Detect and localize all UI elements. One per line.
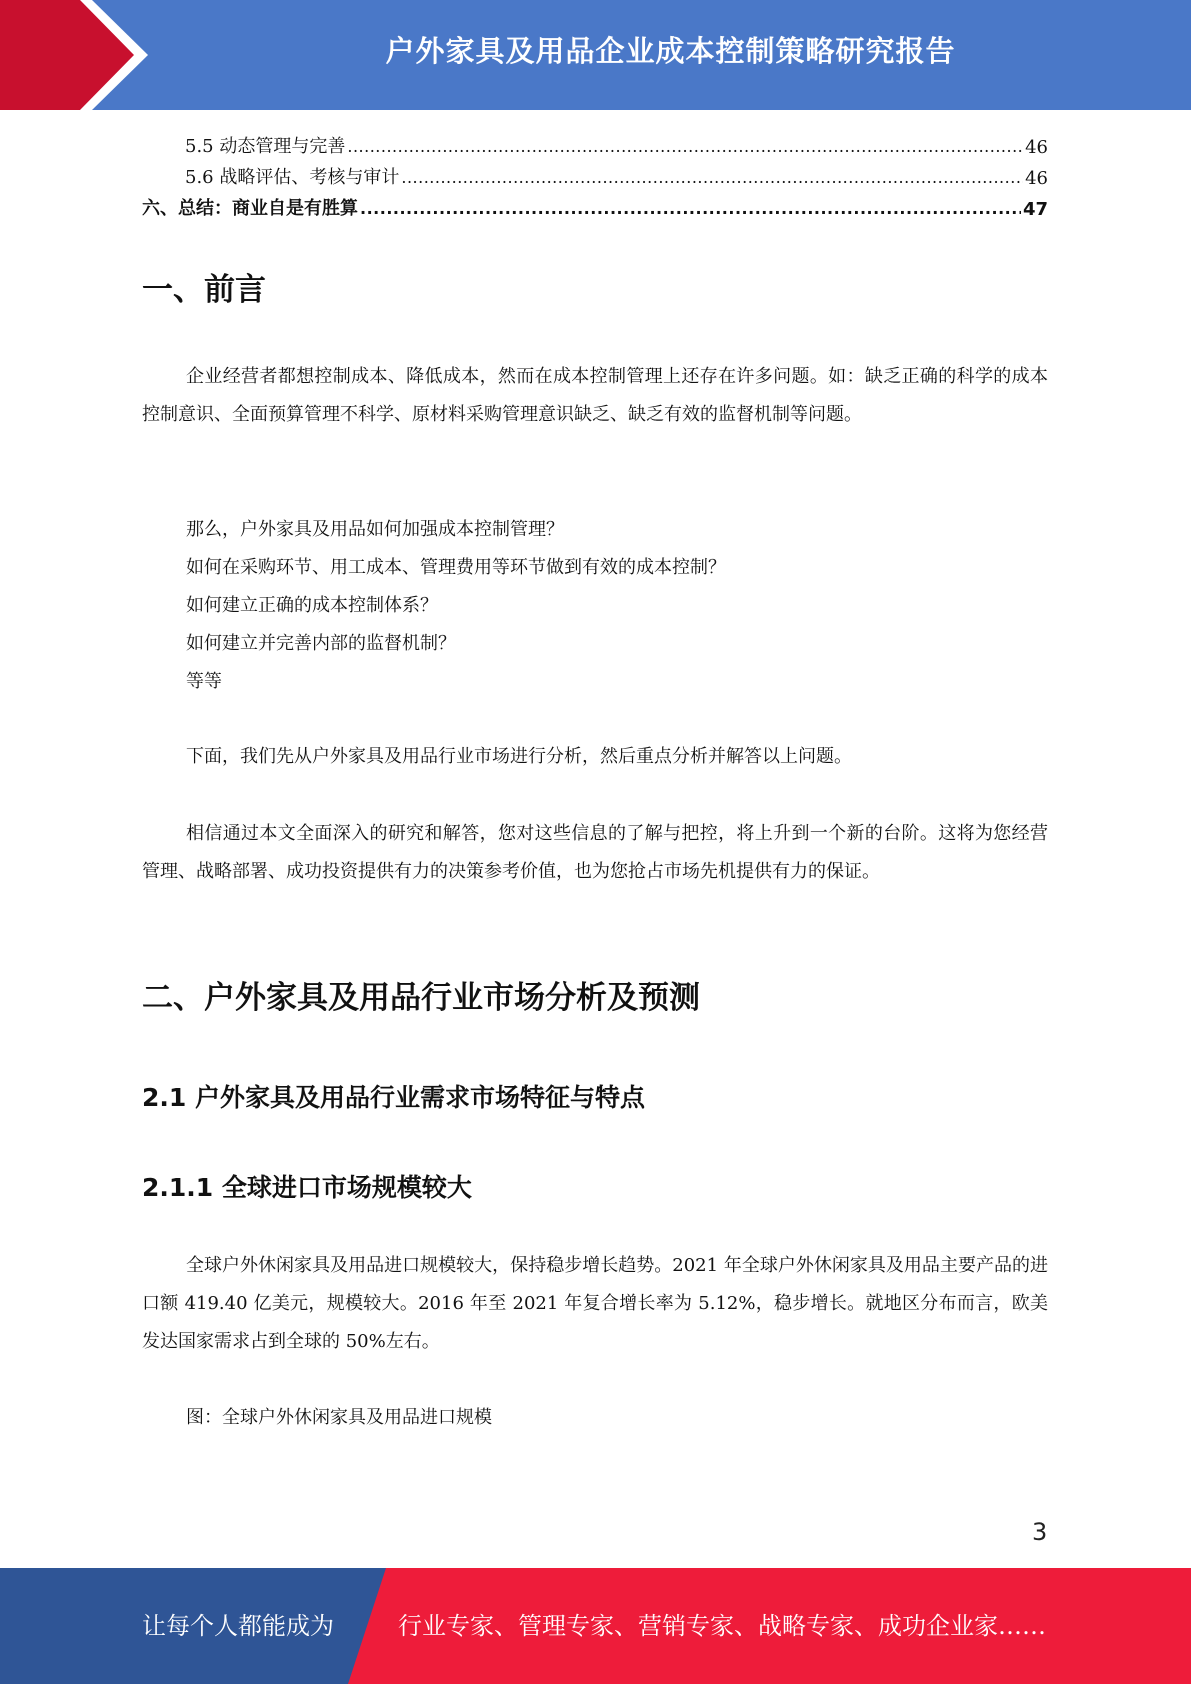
subsection-heading: 2.1 户外家具及用品行业需求市场特征与特点 (142, 1083, 645, 1112)
question-line: 如何建立并完善内部的监督机制？ (186, 633, 456, 654)
toc-entry-label: 5.6 战略评估、考核与审计 (185, 167, 400, 188)
question-line: 如何建立正确的成本控制体系？ (186, 595, 438, 616)
figure-caption: 图：全球户外休闲家具及用品进口规模 (186, 1407, 492, 1428)
toc-entry-label: 5.5 动态管理与完善 (185, 136, 346, 157)
toc-entry-page: 46 (1025, 168, 1048, 189)
toc-entry[interactable] (142, 128, 1048, 158)
question-line: 那么，户外家具及用品如何加强成本控制管理？ (186, 519, 564, 540)
toc-leader (347, 136, 1023, 158)
question-line: 如何在采购环节、用工成本、管理费用等环节做到有效的成本控制？ (186, 557, 726, 578)
subsubsection-heading: 2.1.1 全球进口市场规模较大 (142, 1173, 472, 1202)
toc-entry-page: 46 (1025, 137, 1048, 158)
page-header (0, 0, 1191, 110)
paragraph: 相信通过本文全面深入的研究和解答，您对这些信息的了解与把控，将上升到一个新的台阶。这将为您经营管理、战略部署、成功投资提供有力的决策参考价值，也为您抢占市场先机提供有力的保证。 (142, 823, 1048, 882)
section-heading: 二、户外家具及用品行业市场分析及预测 (142, 980, 700, 1016)
footer-slogan-right: 行业专家、管理专家、营销专家、战略专家、成功企业家…… (398, 1612, 1046, 1640)
toc-entry-label: 六、总结：商业自是有胜算 (142, 198, 358, 219)
header-title: 户外家具及用品企业成本控制策略研究报告 (385, 34, 956, 68)
question-line: 等等 (186, 671, 222, 692)
page-footer (0, 1568, 1191, 1684)
section-heading: 一、前言 (142, 272, 266, 308)
toc-leader (360, 198, 1021, 220)
page-number: 3 (1032, 1518, 1048, 1546)
paragraph: 下面，我们先从户外家具及用品行业市场进行分析，然后重点分析并解答以上问题。 (186, 746, 852, 767)
paragraph: 全球户外休闲家具及用品进口规模较大，保持稳步增长趋势。2021 年全球户外休闲家具及用品主要产品的进口额 419.40 亿美元，规模较大。2016 年至 2021 年复合增长率为 5.12%，稳步增长。就地区分布而言，欧美发达国家需求占到全球的 50%左右。 (142, 1255, 1048, 1352)
paragraph: 企业经营者都想控制成本、降低成本，然而在成本控制管理上还存在许多问题。如：缺乏正确的科学的成本控制意识、全面预算管理不科学、原材料采购管理意识缺乏、缺乏有效的监督机制等问题。 (142, 366, 1048, 425)
toc-entry-page: 47 (1022, 199, 1048, 220)
toc-leader (401, 167, 1023, 189)
toc-entry[interactable] (142, 190, 1048, 220)
header-red-chevron (0, 0, 150, 110)
toc-entry[interactable] (142, 159, 1048, 189)
footer-slogan-left: 让每个人都能成为 (142, 1612, 334, 1640)
